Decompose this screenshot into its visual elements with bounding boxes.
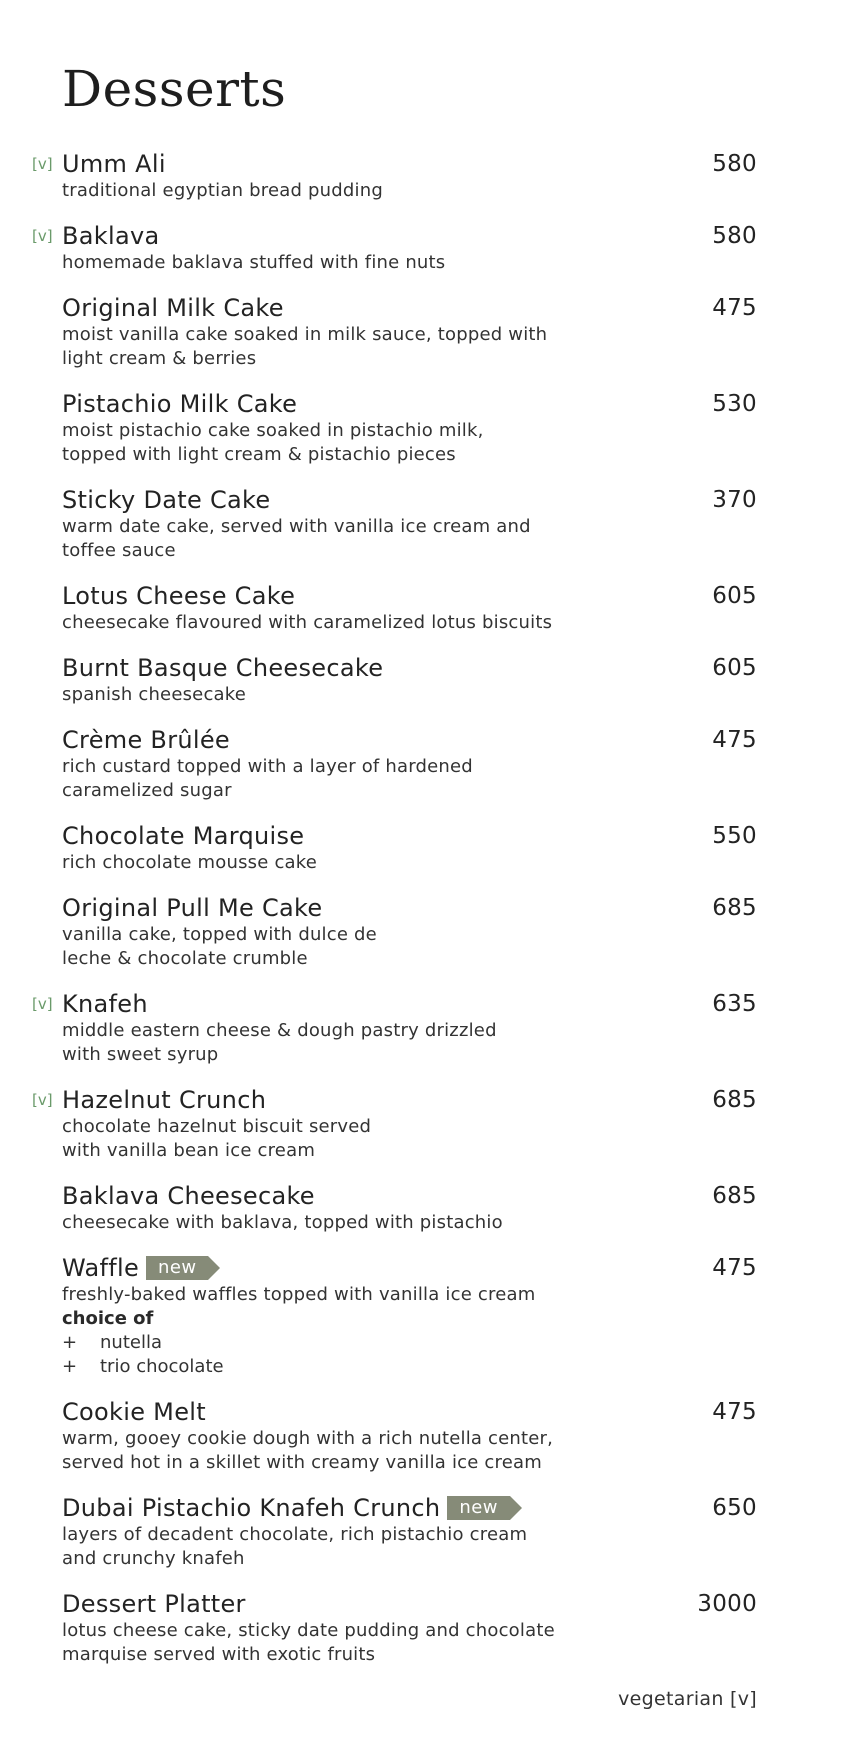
plus-icon: + — [62, 1356, 78, 1377]
menu-item-price: 3000 — [697, 1591, 757, 1617]
new-badge: new — [447, 1496, 509, 1520]
vegetarian-marker: [v] — [32, 995, 53, 1013]
menu-item-name: Dubai Pistachio Knafeh Crunch — [62, 1494, 441, 1522]
choice-label: choice of — [62, 1308, 154, 1329]
menu-item-header — [62, 1253, 843, 1283]
menu-item — [0, 821, 843, 875]
menu-item-name: Umm Ali — [62, 150, 166, 178]
menu-item-name: Hazelnut Crunch — [62, 1086, 267, 1114]
menu-item-name: Lotus Cheese Cake — [62, 582, 296, 610]
menu-item-name: Original Pull Me Cake — [62, 894, 323, 922]
menu-item-description: middle eastern cheese & dough pastry drizzled — [62, 1020, 497, 1041]
menu-item-name: Crème Brûlée — [62, 726, 230, 754]
menu-item-description: caramelized sugar — [62, 780, 232, 801]
menu-item — [0, 149, 843, 203]
menu-item-header — [62, 485, 843, 515]
menu-item-header — [62, 1085, 843, 1115]
menu-item-description: served hot in a skillet with creamy vanilla ice cream — [62, 1452, 542, 1473]
new-badge: new — [146, 1256, 208, 1280]
menu-item-description: traditional egyptian bread pudding — [62, 180, 383, 201]
menu-item — [0, 389, 843, 467]
menu-item-price: 685 — [712, 1087, 757, 1113]
menu-item-name: Waffle — [62, 1254, 140, 1282]
menu-item-header — [62, 149, 843, 179]
menu-item-description: freshly-baked waffles topped with vanilla ice cream — [62, 1284, 536, 1305]
menu-item-description: cheesecake flavoured with caramelized lotus biscuits — [62, 612, 553, 633]
menu-item-header — [62, 293, 843, 323]
menu-item-header — [62, 821, 843, 851]
menu-item-description: lotus cheese cake, sticky date pudding and chocolate — [62, 1620, 555, 1641]
menu-item-description: light cream & berries — [62, 348, 257, 369]
menu-item-header — [62, 653, 843, 683]
menu-item-header — [62, 1493, 843, 1523]
menu-item — [0, 1253, 843, 1379]
menu-item — [0, 581, 843, 635]
vegetarian-legend: vegetarian [v] — [618, 1688, 757, 1710]
menu-item-header — [62, 989, 843, 1019]
menu-item-description: spanish cheesecake — [62, 684, 247, 705]
menu-item-description: homemade baklava stuffed with fine nuts — [62, 252, 446, 273]
menu-item — [0, 1493, 843, 1571]
menu-item — [0, 221, 843, 275]
menu-item-price: 650 — [712, 1495, 757, 1521]
menu-item-name: Pistachio Milk Cake — [62, 390, 298, 418]
menu-item-price: 580 — [712, 151, 757, 177]
menu-item-description: warm, gooey cookie dough with a rich nutella center, — [62, 1428, 554, 1449]
menu-item — [0, 1085, 843, 1163]
menu-item-name: Dessert Platter — [62, 1590, 246, 1618]
menu-item-description: warm date cake, served with vanilla ice cream and — [62, 516, 531, 537]
menu-item-name: Original Milk Cake — [62, 294, 284, 322]
menu-item-header — [62, 1589, 843, 1619]
dessert-menu-list — [0, 149, 843, 1685]
menu-item-price: 475 — [712, 295, 757, 321]
page-title: Desserts — [62, 60, 287, 118]
vegetarian-marker: [v] — [32, 155, 53, 173]
menu-item-description: vanilla cake, topped with dulce de — [62, 924, 377, 945]
vegetarian-marker: [v] — [32, 227, 53, 245]
menu-item-description: cheesecake with baklava, topped with pistachio — [62, 1212, 503, 1233]
menu-item-description: marquise served with exotic fruits — [62, 1644, 376, 1665]
choice-option — [62, 1355, 843, 1379]
menu-item-price: 475 — [712, 1255, 757, 1281]
menu-item — [0, 989, 843, 1067]
menu-item-header — [62, 1181, 843, 1211]
menu-item-description: chocolate hazelnut biscuit served — [62, 1116, 372, 1137]
choice-option-label: nutella — [100, 1332, 162, 1353]
menu-item — [0, 293, 843, 371]
menu-item-description: leche & chocolate crumble — [62, 948, 308, 969]
menu-item-header — [62, 893, 843, 923]
menu-item-description: rich chocolate mousse cake — [62, 852, 318, 873]
menu-item-header — [62, 581, 843, 611]
menu-item-description: toffee sauce — [62, 540, 176, 561]
menu-item-price: 685 — [712, 895, 757, 921]
menu-item-description: and crunchy knafeh — [62, 1548, 245, 1569]
menu-item-name: Cookie Melt — [62, 1398, 206, 1426]
menu-item-price: 370 — [712, 487, 757, 513]
menu-item-name: Chocolate Marquise — [62, 822, 305, 850]
menu-item — [0, 1589, 843, 1667]
menu-item-price: 580 — [712, 223, 757, 249]
menu-item-name: Baklava Cheesecake — [62, 1182, 315, 1210]
menu-item-name: Burnt Basque Cheesecake — [62, 654, 384, 682]
menu-item-description: with sweet syrup — [62, 1044, 219, 1065]
menu-item-header — [62, 221, 843, 251]
menu-item-price: 530 — [712, 391, 757, 417]
menu-item — [0, 893, 843, 971]
menu-item — [0, 653, 843, 707]
menu-item-description: with vanilla bean ice cream — [62, 1140, 316, 1161]
plus-icon: + — [62, 1332, 78, 1353]
menu-item-price: 550 — [712, 823, 757, 849]
menu-item-name: Knafeh — [62, 990, 148, 1018]
choice-option — [62, 1331, 843, 1355]
menu-item — [0, 1397, 843, 1475]
menu-item-description: rich custard topped with a layer of hardened — [62, 756, 473, 777]
menu-item-price: 605 — [712, 583, 757, 609]
menu-item — [0, 725, 843, 803]
menu-item-description: topped with light cream & pistachio pieces — [62, 444, 456, 465]
menu-item — [0, 485, 843, 563]
menu-item-header — [62, 725, 843, 755]
choice-option-label: trio chocolate — [100, 1356, 224, 1377]
menu-item-description: moist vanilla cake soaked in milk sauce, topped with — [62, 324, 548, 345]
menu-item-name: Baklava — [62, 222, 160, 250]
menu-item-price: 685 — [712, 1183, 757, 1209]
menu-item-description: moist pistachio cake soaked in pistachio milk, — [62, 420, 484, 441]
menu-item-price: 605 — [712, 655, 757, 681]
menu-item-header — [62, 1397, 843, 1427]
menu-item-name: Sticky Date Cake — [62, 486, 271, 514]
vegetarian-marker: [v] — [32, 1091, 53, 1109]
menu-item-price: 475 — [712, 1399, 757, 1425]
menu-item — [0, 1181, 843, 1235]
menu-item-header — [62, 389, 843, 419]
menu-item-description: layers of decadent chocolate, rich pistachio cream — [62, 1524, 528, 1545]
menu-item-price: 475 — [712, 727, 757, 753]
menu-item-price: 635 — [712, 991, 757, 1017]
